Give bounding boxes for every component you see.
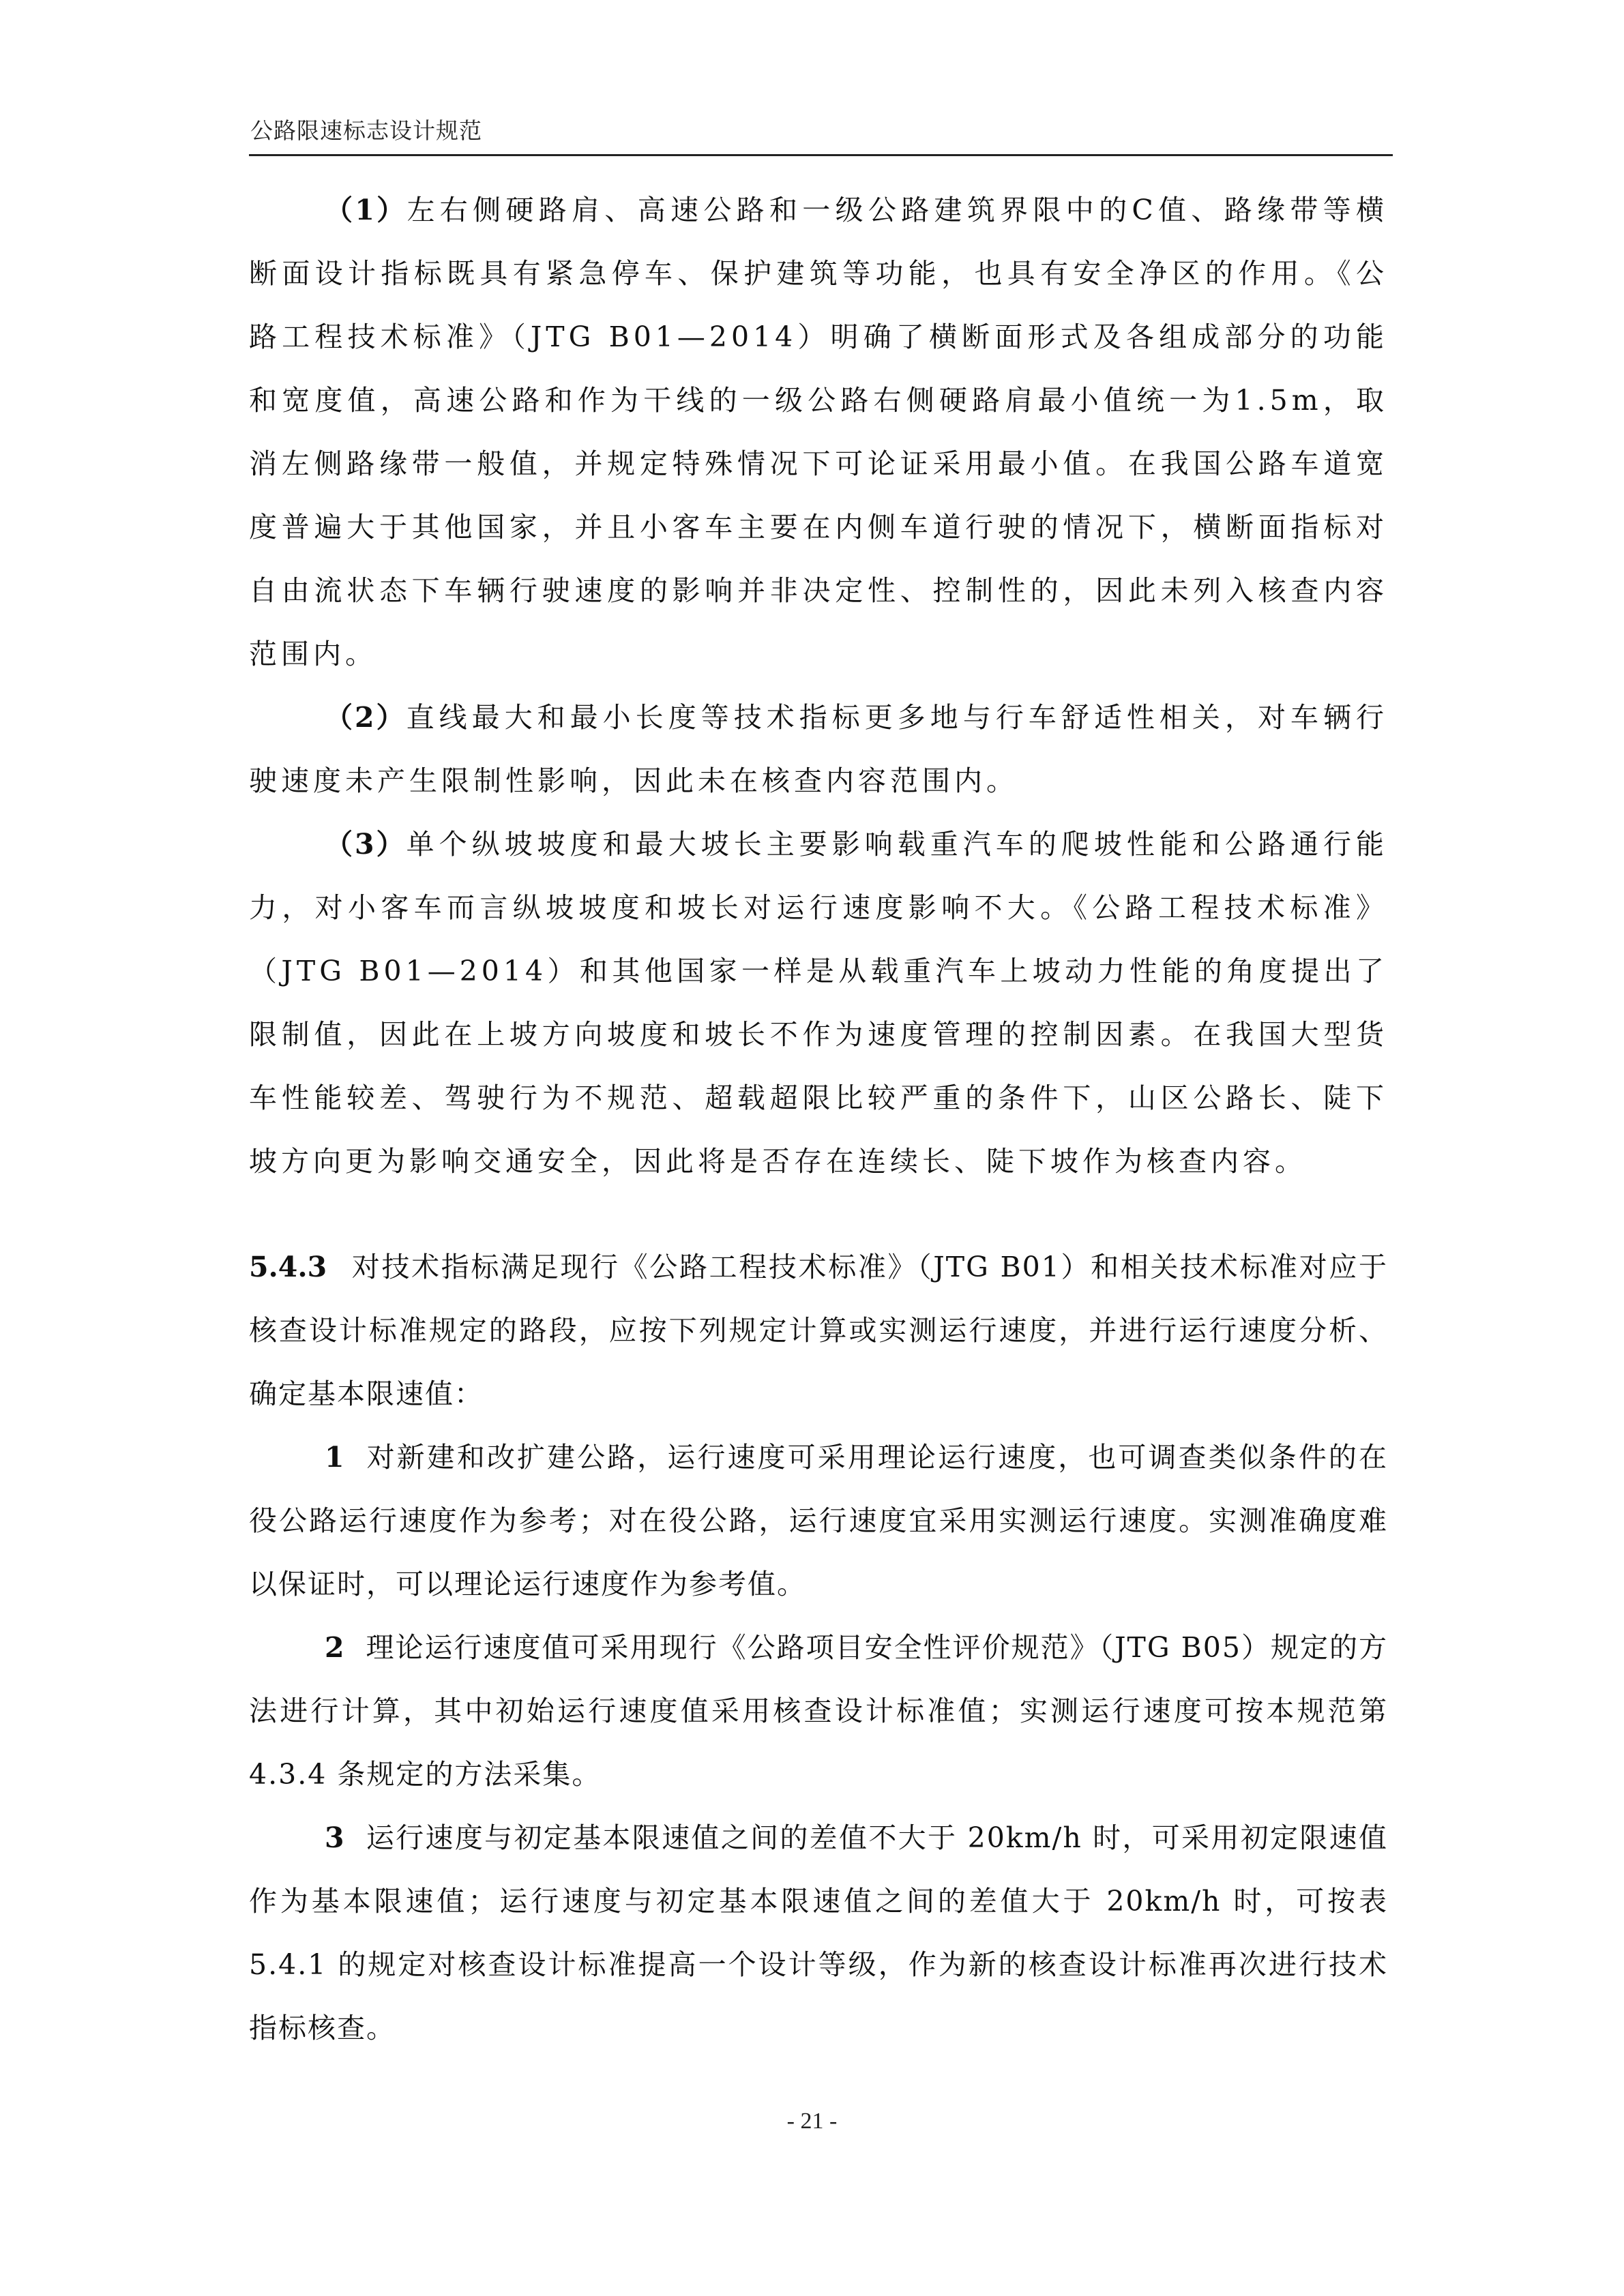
header-title: 公路限速标志设计规范 <box>250 117 482 144</box>
explanation-item-number: （2） <box>325 701 407 734</box>
section-gap <box>249 1193 1388 1236</box>
explanation-item-text: 单个纵坡坡度和最大坡长主要影响载重汽车的爬坡性能和公路通行能力，对小客车而言纵坡坡度和坡长对运行速度影响不大。《公路工程技术标准》（JTG B01—2014）和其他国家一样是从载重汽车上坡动力性能的角度提出了限制值，因此在上坡方向坡度和坡长不作为速度管理的控制因素。在我国大型货车性能较差、驾驶行为不规范、超载超限比较严重的条件下，山区公路长、陡下坡方向更为影响交通安全，因此将是否存在连续长、陡下坡作为核查内容。 <box>249 828 1388 1178</box>
clause-item-text: 对新建和改扩建公路，运行速度可采用理论运行速度，也可调查类似条件的在役公路运行速度作为参考；对在役公路，运行速度宜采用实测运行速度。实测准确度难以保证时，可以理论运行速度作为参考值。 <box>249 1441 1388 1600</box>
explanation-item-1 <box>249 179 1388 686</box>
clause-item-3 <box>249 1806 1388 2060</box>
clause-text: 对技术指标满足现行《公路工程技术标准》（JTG B01）和相关技术标准对应于核查设计标准规定的路段，应按下列规定计算或实测运行速度，并进行运行速度分析、确定基本限速值： <box>249 1251 1388 1410</box>
explanation-item-text: 左右侧硬路肩、高速公路和一级公路建筑界限中的C值、路缘带等横断面设计指标既具有紧急停车、保护建筑等功能，也具有安全净区的作用。《公路工程技术标准》（JTG B01—2014）明确了横断面形式及各组成部分的功能和宽度值，高速公路和作为干线的一级公路右侧硬路肩最小值统一为1.5m，取消左侧路缘带一般值，并规定特殊情况下可论证采用最小值。在我国公路车道宽度普遍大于其他国家，并且小客车主要在内侧车道行驶的情况下，横断面指标对自由流状态下车辆行驶速度的影响并非决定性、控制性的，因此未列入核查内容范围内。 <box>249 194 1388 670</box>
clause-item-text: 运行速度与初定基本限速值之间的差值不大于 20km/h 时，可采用初定限速值作为基本限速值；运行速度与初定基本限速值之间的差值大于 20km/h 时，可按表 5.4.1 的规定对核查设计标准提高一个设计等级，作为新的核查设计标准再次进行技术指标核查。 <box>249 1821 1388 2044</box>
explanation-item-text: 直线最大和最小长度等技术指标更多地与行车舒适性相关，对车辆行驶速度未产生限制性影响，因此未在核查内容范围内。 <box>249 701 1388 797</box>
clause-item-1 <box>249 1426 1388 1616</box>
page-body <box>249 179 1388 2060</box>
explanation-item-number: （1） <box>325 194 407 226</box>
clause-item-number: 1 <box>325 1441 346 1474</box>
explanation-item-number: （3） <box>325 828 407 861</box>
clause-item-number: 3 <box>325 1821 346 1854</box>
explanation-item-3 <box>249 813 1388 1193</box>
clause-item-number: 2 <box>325 1631 346 1664</box>
running-header <box>249 109 1393 156</box>
explanation-item-2 <box>249 686 1388 813</box>
clause-item-text: 理论运行速度值可采用现行《公路项目安全性评价规范》（JTG B05）规定的方法进行计算，其中初始运行速度值采用核查设计标准值；实测运行速度可按本规范第 4.3.4 条规定的方法采集。 <box>249 1631 1388 1791</box>
clause-number: 5.4.3 <box>249 1251 327 1283</box>
clause-5-4-3 <box>249 1236 1388 1426</box>
page-number: - 21 - <box>786 2108 838 2134</box>
clause-item-2 <box>249 1616 1388 1806</box>
